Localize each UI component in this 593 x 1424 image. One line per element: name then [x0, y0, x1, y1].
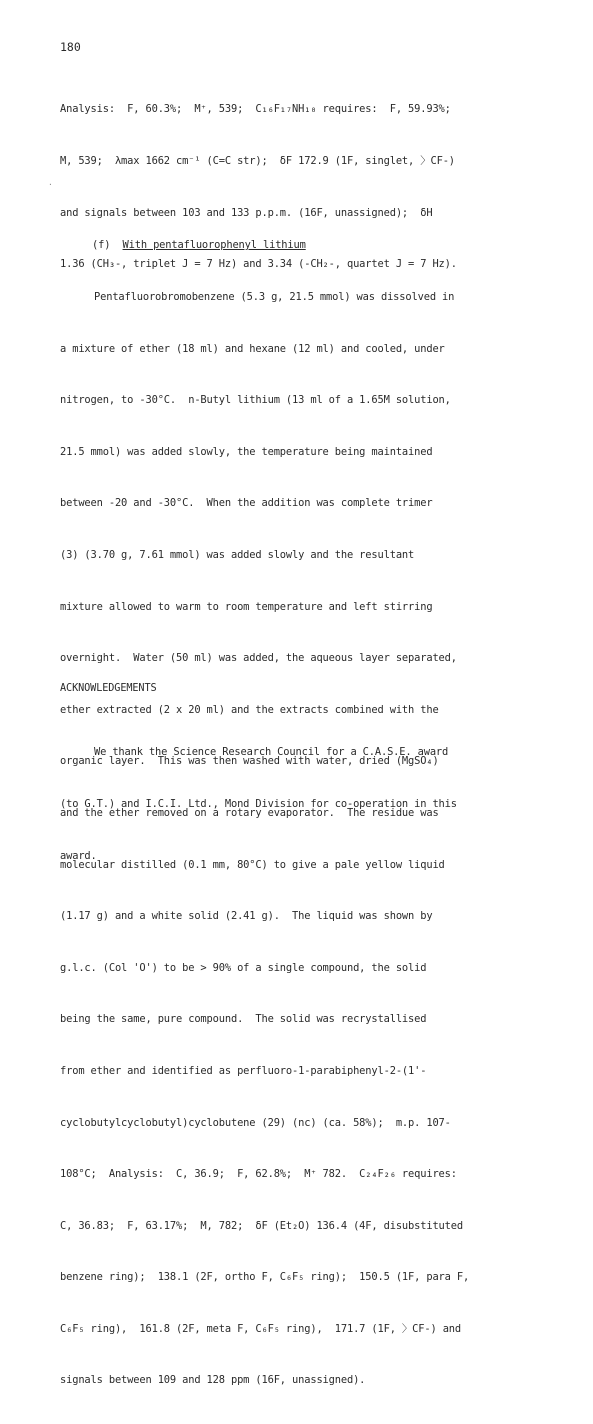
paragraph-line: C, 36.83; F, 63.17%; M, 782; δF (Et₂O) 136.4 (4F, disubstituted — [60, 1219, 463, 1232]
section-title: With pentafluorophenyl lithium — [122, 239, 306, 252]
analysis-line: 1.36 (CH₃-, triplet J = 7 Hz) and 3.34 (-CH₂-, quartet J = 7 Hz). — [60, 258, 457, 271]
paragraph-line: benzene ring); 138.1 (2F, ortho F, C₆F₅ ring); 150.5 (1F, para F, — [60, 1271, 470, 1284]
paragraph-line: (to G.T.) and I.C.I. Ltd., Mond Division for co-operation in this — [60, 798, 457, 810]
paragraph-line: Pentafluorobromobenzene (5.3 g, 21.5 mmol) was dissolved in — [94, 291, 455, 303]
paragraph-line: mixture allowed to warm to room temperature and left stirring — [60, 600, 433, 613]
paragraph-line: being the same, pure compound. The solid was recrystallised — [60, 1013, 427, 1026]
scan-mark: . — [48, 178, 53, 187]
paragraph-line: (3) (3.70 g, 7.61 mmol) was added slowly and the resultant — [60, 548, 415, 561]
paragraph-line: We thank the Science Research Council for a C.A.S.E. award — [94, 746, 449, 759]
paragraph-line: award. — [60, 849, 97, 862]
acknowledgements-paragraph — [60, 710, 560, 899]
paragraph-line: from ether and identified as perfluoro-1-parabiphenyl-2-(1'- — [60, 1064, 427, 1077]
paragraph-line: organic layer. This was then washed with water, dried (MgSO₄) — [60, 755, 439, 768]
paragraph-line: ether extracted (2 x 20 ml) and the extracts combined with the — [60, 703, 439, 716]
paragraph-line: and the ether removed on a rotary evaporator. The residue was — [60, 806, 439, 819]
analysis-line: and signals between 103 and 133 p.p.m. (16F, unassigned); δH — [60, 206, 433, 219]
page-number: 180 — [60, 40, 81, 54]
paragraph-line: C₆F₅ ring), 161.8 (2F, meta F, C₆F₅ ring), 171.7 (1F, 〉CF-) and — [60, 1322, 462, 1335]
paragraph-line: a mixture of ether (18 ml) and hexane (12 ml) and cooled, under — [60, 342, 445, 355]
analysis-line: Analysis: F, 60.3%; M⁺, 539; C₁₆F₁₇NH₁₀ requires: F, 59.93%; — [60, 103, 451, 116]
section-label: (f) — [92, 239, 111, 252]
acknowledgements-heading: ACKNOWLEDGEMENTS — [60, 683, 157, 694]
paragraph-line: g.l.c. (Col 'O') to be > 90% of a single compound, the solid — [60, 961, 427, 974]
paragraph-line: nitrogen, to -30°C. n-Butyl lithium (13 ml of a 1.65M solution, — [60, 394, 451, 407]
paragraph-line: molecular distilled (0.1 mm, 80°C) to give a pale yellow liquid — [60, 858, 445, 871]
paragraph-line: signals between 109 and 128 ppm (16F, unassigned). — [60, 1374, 366, 1387]
paragraph-line: 108°C; Analysis: C, 36.9; F, 62.8%; M⁺ 782. C₂₄F₂₆ requires: — [60, 1168, 457, 1181]
paragraph-line: overnight. Water (50 ml) was added, the aqueous layer separated, — [60, 652, 457, 665]
paragraph-line: 21.5 mmol) was added slowly, the temperature being maintained — [60, 445, 433, 458]
paragraph-line: (1.17 g) and a white solid (2.41 g). The liquid was shown by — [60, 910, 433, 923]
paragraph-line: between -20 and -30°C. When the addition was complete trimer — [60, 497, 433, 510]
paragraph-line: cyclobutylcyclobutyl)cyclobutene (29) (nc) (ca. 58%); m.p. 107- — [60, 1116, 451, 1129]
section-f-heading — [60, 237, 560, 254]
analysis-line: M, 539; λmax 1662 cm⁻¹ (C=C str); δF 172.9 (1F, singlet, 〉CF-) — [60, 155, 455, 167]
